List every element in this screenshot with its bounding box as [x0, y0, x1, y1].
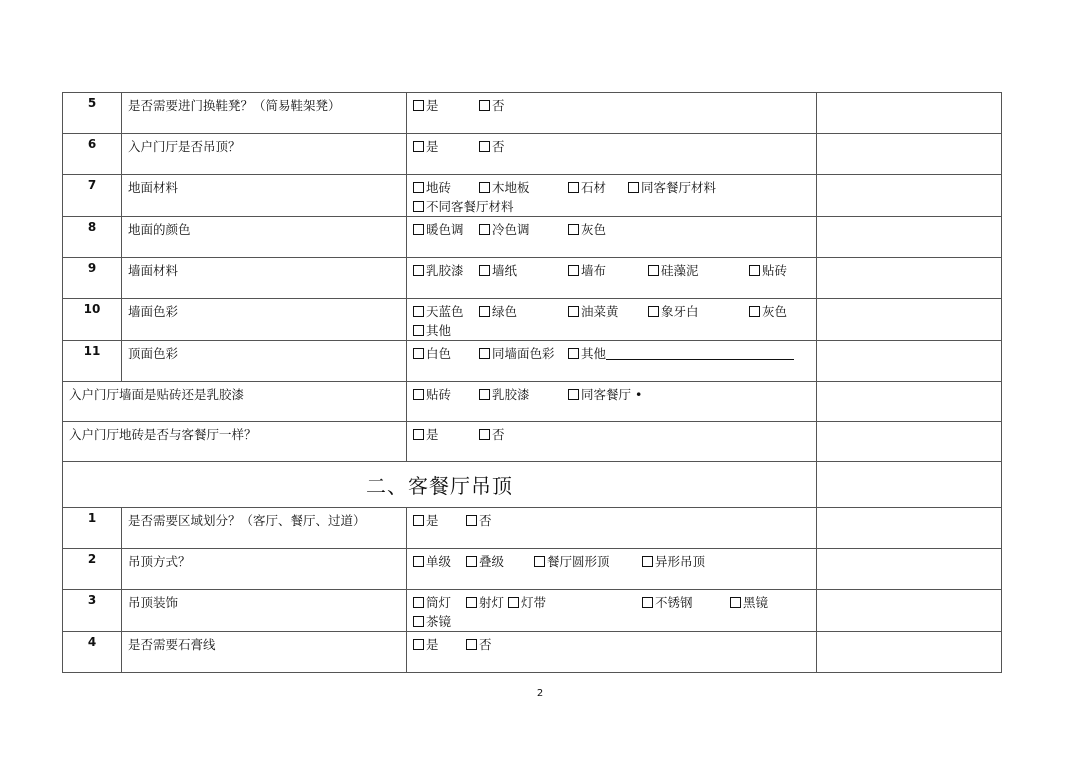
checkbox-label: 灰色 [762, 304, 788, 319]
checkbox-option[interactable] [479, 385, 568, 404]
checkbox-icon[interactable] [413, 639, 424, 650]
checkbox-label: 油菜黄 [581, 304, 619, 319]
checkbox-label: 其他 [581, 346, 607, 361]
checkbox-option[interactable] [568, 302, 648, 321]
options-line [413, 302, 816, 321]
options-cell [407, 299, 817, 341]
checkbox-label: 灰色 [581, 222, 607, 237]
checkbox-icon[interactable] [568, 306, 579, 317]
checkbox-label: 是 [426, 513, 439, 528]
checkbox-label: 其他 [426, 323, 452, 338]
checkbox-icon[interactable] [479, 389, 490, 400]
checkbox-icon[interactable] [628, 182, 639, 193]
options-cell [407, 258, 817, 299]
checkbox-option[interactable] [413, 612, 451, 631]
checkbox-icon[interactable] [568, 182, 579, 193]
checkbox-label: 地砖 [426, 180, 452, 195]
checkbox-icon[interactable] [413, 201, 424, 212]
question-text: 吊顶方式？ [122, 549, 407, 590]
checkbox-option[interactable] [642, 552, 705, 571]
checkbox-icon[interactable] [568, 389, 579, 400]
checkbox-icon[interactable] [413, 224, 424, 235]
checkbox-label: 乳胶漆 [426, 263, 464, 278]
table-row [63, 590, 1002, 632]
options-line [413, 96, 816, 115]
checkbox-option[interactable] [413, 197, 514, 216]
section-title: 二、客餐厅吊顶 [63, 462, 817, 508]
checkbox-label: 射灯 [479, 595, 505, 610]
table-row [63, 217, 1002, 258]
checkbox-icon[interactable] [479, 224, 490, 235]
table-row [63, 382, 1002, 422]
checkbox-icon[interactable] [466, 556, 477, 567]
bullet-dot: • [635, 387, 643, 402]
checkbox-icon[interactable] [479, 429, 490, 440]
checkbox-label: 否 [492, 98, 505, 113]
options-line [413, 261, 816, 280]
item-number: 4 [63, 632, 122, 673]
remarks-cell[interactable] [817, 258, 1002, 299]
checkbox-icon[interactable] [413, 515, 424, 526]
question-text: 墙面材料 [122, 258, 407, 299]
remarks-cell[interactable] [817, 217, 1002, 258]
checkbox-option[interactable] [749, 261, 787, 280]
checkbox-label: 暖色调 [426, 222, 464, 237]
checkbox-option[interactable] [413, 635, 466, 654]
item-number: 7 [63, 175, 122, 217]
options-cell [407, 590, 817, 632]
checkbox-label: 单级 [426, 554, 452, 569]
options-line [413, 321, 816, 340]
checkbox-icon[interactable] [466, 515, 477, 526]
table-row [63, 93, 1002, 134]
table-row [63, 549, 1002, 590]
options-line [413, 612, 816, 631]
checkbox-label: 否 [479, 637, 492, 652]
remarks-cell[interactable] [817, 632, 1002, 673]
checkbox-option[interactable] [413, 425, 479, 444]
item-number: 1 [63, 508, 122, 549]
question-text: 顶面色彩 [122, 341, 407, 382]
question-text: 吊顶装饰 [122, 590, 407, 632]
checkbox-icon[interactable] [413, 100, 424, 111]
checkbox-icon[interactable] [568, 224, 579, 235]
fill-in-blank[interactable] [606, 346, 794, 360]
checkbox-icon[interactable] [466, 639, 477, 650]
checkbox-icon[interactable] [413, 429, 424, 440]
question-text: 是否需要区域划分？（客厅、餐厅、过道） [122, 508, 407, 549]
checkbox-option[interactable] [413, 137, 479, 156]
checkbox-option[interactable] [413, 385, 479, 404]
checkbox-option[interactable] [413, 511, 466, 530]
checkbox-option[interactable] [479, 96, 505, 115]
item-number: 5 [63, 93, 122, 134]
checkbox-option[interactable] [413, 220, 479, 239]
remarks-cell[interactable] [817, 508, 1002, 549]
checkbox-icon[interactable] [749, 306, 760, 317]
checkbox-label: 是 [426, 139, 439, 154]
checkbox-icon[interactable] [479, 100, 490, 111]
options-line [413, 425, 816, 444]
table-row [63, 341, 1002, 382]
checkbox-icon[interactable] [508, 597, 519, 608]
remarks-cell[interactable] [817, 134, 1002, 175]
checkbox-option[interactable] [466, 593, 508, 612]
checkbox-label: 石材 [581, 180, 607, 195]
checkbox-option[interactable] [568, 385, 642, 404]
options-line [413, 593, 816, 612]
item-number: 6 [63, 134, 122, 175]
checkbox-option[interactable] [568, 261, 648, 280]
options-cell [407, 549, 817, 590]
checklist-table [62, 92, 1002, 673]
checkbox-icon[interactable] [413, 616, 424, 627]
checkbox-option[interactable] [466, 552, 534, 571]
options-line [413, 220, 816, 239]
options-cell [407, 632, 817, 673]
options-line [413, 344, 816, 363]
checkbox-option[interactable] [628, 178, 716, 197]
checkbox-icon[interactable] [479, 306, 490, 317]
checkbox-option[interactable] [479, 261, 568, 280]
remarks-cell[interactable] [817, 422, 1002, 462]
checkbox-icon[interactable] [642, 597, 653, 608]
remarks-cell[interactable] [817, 462, 1002, 508]
checkbox-icon[interactable] [568, 348, 579, 359]
checkbox-option[interactable] [479, 344, 568, 363]
checkbox-label: 不锈钢 [655, 595, 693, 610]
checkbox-icon[interactable] [642, 556, 653, 567]
checkbox-label: 否 [492, 139, 505, 154]
options-line [413, 137, 816, 156]
checkbox-label: 茶镜 [426, 614, 452, 629]
checkbox-label: 绿色 [492, 304, 518, 319]
checkbox-label: 否 [479, 513, 492, 528]
remarks-cell[interactable] [817, 549, 1002, 590]
checkbox-label: 天蓝色 [426, 304, 464, 319]
options-line [413, 178, 816, 197]
item-number: 10 [63, 299, 122, 341]
options-cell [407, 134, 817, 175]
checkbox-option[interactable] [568, 220, 606, 239]
checkbox-option[interactable] [479, 220, 568, 239]
remarks-cell[interactable] [817, 382, 1002, 422]
item-number: 11 [63, 341, 122, 382]
checkbox-icon[interactable] [413, 389, 424, 400]
checkbox-icon[interactable] [568, 265, 579, 276]
checkbox-label: 灯带 [521, 595, 547, 610]
remarks-cell[interactable] [817, 341, 1002, 382]
checkbox-option[interactable] [568, 178, 628, 197]
checkbox-icon[interactable] [479, 182, 490, 193]
checkbox-option[interactable] [479, 137, 505, 156]
table-row [63, 258, 1002, 299]
checkbox-label: 同墙面色彩 [492, 346, 555, 361]
checkbox-label: 黑镜 [743, 595, 769, 610]
checkbox-label: 异形吊顶 [655, 554, 706, 569]
checkbox-option[interactable] [413, 321, 451, 340]
checkbox-icon[interactable] [413, 556, 424, 567]
checkbox-icon[interactable] [648, 306, 659, 317]
checkbox-option[interactable] [413, 593, 466, 612]
item-number: 3 [63, 590, 122, 632]
checkbox-option[interactable] [479, 302, 568, 321]
options-line [413, 385, 816, 404]
question-text: 是否需要进门换鞋凳？（简易鞋架凳） [122, 93, 407, 134]
checkbox-icon[interactable] [730, 597, 741, 608]
options-cell [407, 422, 817, 462]
checkbox-label: 是 [426, 98, 439, 113]
checkbox-label: 是 [426, 427, 439, 442]
checkbox-label: 象牙白 [661, 304, 699, 319]
table-row [63, 299, 1002, 341]
checkbox-label: 贴砖 [762, 263, 788, 278]
question-text: 墙面色彩 [122, 299, 407, 341]
checkbox-icon[interactable] [648, 265, 659, 276]
checkbox-option[interactable] [413, 96, 479, 115]
checkbox-label: 餐厅圆形顶 [547, 554, 610, 569]
checkbox-option[interactable] [413, 344, 479, 363]
checkbox-option[interactable] [749, 302, 787, 321]
checkbox-icon[interactable] [534, 556, 545, 567]
item-number: 9 [63, 258, 122, 299]
checkbox-option[interactable] [413, 178, 479, 197]
options-cell [407, 382, 817, 422]
options-line [413, 197, 816, 216]
checkbox-option[interactable] [642, 593, 730, 612]
page-number: 2 [536, 688, 544, 699]
checkbox-label: 叠级 [479, 554, 505, 569]
remarks-cell[interactable] [817, 175, 1002, 217]
remarks-cell[interactable] [817, 299, 1002, 341]
remarks-cell[interactable] [817, 590, 1002, 632]
checkbox-option[interactable] [413, 261, 479, 280]
question-text: 入户门厅是否吊顶？ [122, 134, 407, 175]
checkbox-option[interactable] [413, 552, 466, 571]
section-header-row [63, 462, 1002, 508]
checkbox-icon[interactable] [413, 306, 424, 317]
checkbox-label: 墙纸 [492, 263, 518, 278]
options-cell [407, 175, 817, 217]
checkbox-icon[interactable] [413, 348, 424, 359]
checkbox-label: 贴砖 [426, 387, 452, 402]
checkbox-label: 白色 [426, 346, 452, 361]
item-number: 8 [63, 217, 122, 258]
question-text: 地面的颜色 [122, 217, 407, 258]
checkbox-icon[interactable] [466, 597, 477, 608]
checkbox-option[interactable] [648, 302, 749, 321]
checkbox-option[interactable] [730, 593, 768, 612]
checkbox-option[interactable] [466, 635, 492, 654]
checkbox-option[interactable] [466, 511, 492, 530]
checkbox-label: 硅藻泥 [661, 263, 699, 278]
checkbox-option[interactable] [479, 178, 568, 197]
options-cell [407, 508, 817, 549]
checkbox-option[interactable] [479, 425, 505, 444]
question-text: 地面材料 [122, 175, 407, 217]
checkbox-icon[interactable] [479, 265, 490, 276]
table-row [63, 632, 1002, 673]
remarks-cell[interactable] [817, 93, 1002, 134]
options-cell [407, 341, 817, 382]
checkbox-option[interactable] [648, 261, 749, 280]
checkbox-label: 乳胶漆 [492, 387, 530, 402]
checkbox-option[interactable] [413, 302, 479, 321]
checkbox-option[interactable] [534, 552, 642, 571]
options-cell [407, 93, 817, 134]
checkbox-label: 同客餐厅材料 [641, 180, 717, 195]
checkbox-label: 是 [426, 637, 439, 652]
checkbox-option[interactable] [508, 593, 642, 612]
options-cell [407, 217, 817, 258]
checkbox-label: 不同客餐厅材料 [426, 199, 514, 214]
table-row [63, 175, 1002, 217]
options-line [413, 511, 816, 530]
checkbox-icon[interactable] [413, 182, 424, 193]
checkbox-icon[interactable] [413, 141, 424, 152]
table-row [63, 508, 1002, 549]
table-row [63, 422, 1002, 462]
question-text: 是否需要石膏线 [122, 632, 407, 673]
item-number: 2 [63, 549, 122, 590]
checkbox-option[interactable] [568, 344, 794, 363]
table-row [63, 134, 1002, 175]
checkbox-icon[interactable] [413, 325, 424, 336]
checkbox-label: 木地板 [492, 180, 530, 195]
options-line [413, 552, 816, 571]
checkbox-icon[interactable] [413, 597, 424, 608]
checkbox-label: 同客餐厅 [581, 387, 632, 402]
checkbox-icon[interactable] [413, 265, 424, 276]
checkbox-icon[interactable] [479, 141, 490, 152]
checkbox-label: 筒灯 [426, 595, 452, 610]
question-text: 入户门厅地砖是否与客餐厅一样？ [63, 422, 407, 462]
options-line [413, 635, 816, 654]
checkbox-icon[interactable] [749, 265, 760, 276]
checkbox-icon[interactable] [479, 348, 490, 359]
question-text: 入户门厅墙面是贴砖还是乳胶漆 [63, 382, 407, 422]
checkbox-label: 否 [492, 427, 505, 442]
checkbox-label: 冷色调 [492, 222, 530, 237]
checkbox-label: 墙布 [581, 263, 607, 278]
